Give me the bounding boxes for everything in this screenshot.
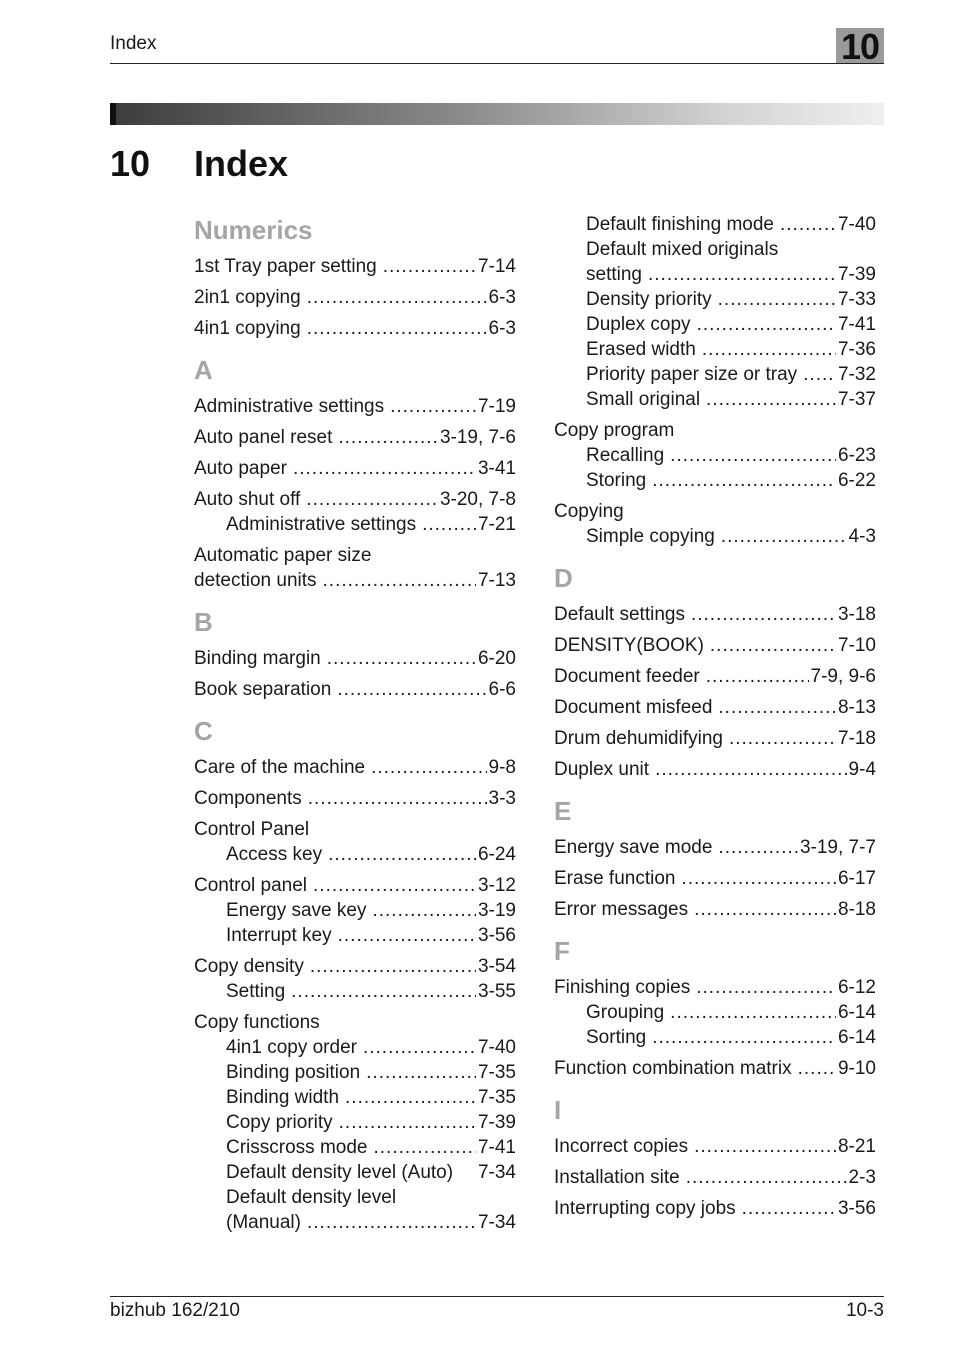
index-entry-leader-dots <box>373 1135 475 1160</box>
index-entry-term: Copy priority <box>226 1112 333 1133</box>
index-subentry <box>194 979 516 1004</box>
index-entry-leader-dots <box>630 499 874 524</box>
index-entry-leader-dots <box>323 568 476 593</box>
index-entry-term: Book separation <box>194 679 332 700</box>
index-entry-page-ref: 8-18 <box>837 899 876 920</box>
index-entry-page-ref: 3-20, 7-8 <box>439 489 516 510</box>
index-subentry <box>194 512 516 537</box>
index-entry-leader-dots <box>345 1085 476 1110</box>
index-entry-term: Binding width <box>226 1087 340 1108</box>
index-section-heading: Numerics <box>194 215 313 245</box>
index-entry-page-ref: 2-3 <box>848 1167 876 1188</box>
index-entry-leader-dots <box>293 456 476 481</box>
index-entry-page-ref: 7-41 <box>477 1137 516 1158</box>
index-entry-term: Recalling <box>586 445 665 466</box>
index-entry-term: DENSITY(BOOK) <box>554 635 704 656</box>
index-entry-page-ref <box>874 499 876 524</box>
index-entry <box>554 757 876 782</box>
index-entry-term: Copy density <box>194 956 304 977</box>
index-entry-page-ref: 7-32 <box>837 364 876 385</box>
index-entry <box>194 755 516 780</box>
index-entry-term: (Manual) <box>226 1212 301 1233</box>
index-entry-leader-dots <box>371 755 486 780</box>
chapter-title-band-mark <box>110 103 116 125</box>
index-entry-term: Binding margin <box>194 648 321 669</box>
index-subentry <box>554 312 876 337</box>
index-entry-page-ref: 7-40 <box>837 214 876 235</box>
index-entry-leader-dots <box>363 1035 476 1060</box>
index-entry-term: Default finishing mode <box>586 214 774 235</box>
index-entry-leader-dots <box>697 312 836 337</box>
index-entry-page-ref: 6-3 <box>488 287 516 308</box>
index-entry-page-ref: 6-23 <box>837 445 876 466</box>
index-entry-leader-dots <box>310 954 476 979</box>
index-section-heading: D <box>554 563 573 593</box>
index-entry-leader-dots <box>784 237 874 262</box>
index-subentry <box>194 1085 516 1110</box>
index-subentry <box>554 337 876 362</box>
index-entry-leader-dots <box>706 387 836 412</box>
footer-rule <box>110 1296 884 1297</box>
index-entry-page-ref: 7-35 <box>477 1062 516 1083</box>
index-entry-leader-dots <box>710 633 836 658</box>
index-entry-term: Small original <box>586 389 701 410</box>
index-entry-leader-dots <box>308 786 487 811</box>
index-entry <box>554 1134 876 1159</box>
index-subentry <box>194 1160 516 1185</box>
index-subentry <box>194 1185 516 1210</box>
index-entry-page-ref <box>514 543 516 568</box>
index-entry-leader-dots <box>780 212 836 237</box>
index-entry-term: 1st Tray paper setting <box>194 256 377 277</box>
index-section-heading: B <box>194 607 213 637</box>
index-entry-leader-dots <box>307 316 487 341</box>
chapter-number-tab: 10 <box>836 28 884 64</box>
index-entry-page-ref: 3-56 <box>837 1198 876 1219</box>
index-entry-leader-dots <box>307 285 487 310</box>
index-entry-page-ref: 6-20 <box>477 648 516 669</box>
index-entry-page-ref: 7-19 <box>477 396 516 417</box>
index-entry-page-ref: 3-18 <box>837 604 876 625</box>
index-entry-term: Density priority <box>586 289 712 310</box>
index-entry-term: 4in1 copying <box>194 318 301 339</box>
index-entry-page-ref: 6-12 <box>837 977 876 998</box>
index-entry-term: Incorrect copies <box>554 1136 689 1157</box>
index-column-right <box>554 212 876 1221</box>
index-entry-page-ref: 3-55 <box>477 981 516 1002</box>
index-subentry <box>554 443 876 468</box>
index-entry-leader-dots <box>307 1210 476 1235</box>
index-entry-term: Grouping <box>586 1002 665 1023</box>
index-entry <box>194 786 516 811</box>
index-entry <box>194 316 516 341</box>
index-entry <box>554 835 876 860</box>
index-subentry <box>554 287 876 312</box>
index-subentry <box>194 898 516 923</box>
index-entry <box>194 1010 516 1035</box>
index-entry-page-ref: 6-24 <box>477 844 516 865</box>
index-entry <box>194 425 516 450</box>
index-entry-page-ref: 7-14 <box>477 256 516 277</box>
index-entry-leader-dots <box>721 524 847 549</box>
index-entry-term: Copy program <box>554 420 675 441</box>
index-entry-term: Default density level (Auto) <box>226 1162 454 1183</box>
index-entry-leader-dots <box>691 602 836 627</box>
index-entry-page-ref: 9-8 <box>488 757 516 778</box>
index-entry-term: Control panel <box>194 875 308 896</box>
chapter-heading-title: Index <box>194 143 289 184</box>
index-entry <box>194 873 516 898</box>
index-entry-page-ref <box>514 1010 516 1035</box>
index-entry-leader-dots <box>339 1110 476 1135</box>
index-subentry <box>194 1135 516 1160</box>
index-entry-page-ref: 6-14 <box>837 1027 876 1048</box>
index-entry-term: Finishing copies <box>554 977 691 998</box>
index-entry-page-ref: 3-19 <box>477 900 516 921</box>
index-entry <box>194 285 516 310</box>
index-section-heading: A <box>194 355 213 385</box>
index-entry-term: Copy functions <box>194 1012 320 1033</box>
index-entry-term: Default settings <box>554 604 685 625</box>
index-entry-leader-dots <box>702 337 836 362</box>
index-section-heading: I <box>554 1095 562 1125</box>
index-entry-leader-dots <box>706 664 809 689</box>
index-subentry <box>194 1035 516 1060</box>
index-entry-page-ref: 3-56 <box>477 925 516 946</box>
index-subentry <box>194 923 516 948</box>
index-entry-leader-dots <box>327 646 476 671</box>
index-entry-leader-dots <box>652 1025 836 1050</box>
index-entry-term: Control Panel <box>194 819 310 840</box>
index-subentry <box>554 524 876 549</box>
index-column-left <box>194 212 516 1235</box>
index-entry <box>554 1196 876 1221</box>
index-entry <box>554 897 876 922</box>
index-entry-term: Administrative settings <box>194 396 385 417</box>
index-entry-leader-dots <box>718 287 836 312</box>
chapter-heading <box>110 143 288 185</box>
index-subentry <box>554 468 876 493</box>
index-entry <box>554 866 876 891</box>
index-entry-term: detection units <box>194 570 317 591</box>
index-entry-leader-dots <box>422 512 476 537</box>
index-entry-leader-dots <box>655 757 846 782</box>
index-entry-page-ref: 7-37 <box>837 389 876 410</box>
index-entry <box>194 817 516 842</box>
index-entry-page-ref: 7-18 <box>837 728 876 749</box>
index-entry-leader-dots <box>652 468 836 493</box>
index-entry-term: Default density level <box>226 1187 397 1208</box>
index-entry <box>554 602 876 627</box>
index-entry-term: Function combination matrix <box>554 1058 792 1079</box>
index-subentry <box>554 387 876 412</box>
index-entry-term: Auto paper <box>194 458 287 479</box>
index-entry-term: 4in1 copy order <box>226 1037 357 1058</box>
index-entry-term: 2in1 copying <box>194 287 301 308</box>
index-entry <box>554 975 876 1000</box>
index-entry-term: Care of the machine <box>194 757 366 778</box>
index-entry-page-ref <box>514 817 516 842</box>
index-entry-term: Auto shut off <box>194 489 301 510</box>
index-entry-term: Duplex unit <box>554 759 650 780</box>
index-entry-term: Setting <box>226 981 286 1002</box>
index-section-heading: C <box>194 716 213 746</box>
index-entry <box>194 543 516 568</box>
index-entry-term: Document feeder <box>554 666 700 687</box>
index-entry-term: Energy save mode <box>554 837 713 858</box>
index-entry-page-ref: 7-13 <box>477 570 516 591</box>
index-entry <box>194 677 516 702</box>
index-entry-leader-dots <box>315 817 514 842</box>
index-subentry <box>194 842 516 867</box>
index-entry-term: Copying <box>554 501 624 522</box>
index-subentry <box>194 1210 516 1235</box>
index-entry-page-ref: 8-13 <box>837 697 876 718</box>
index-section-heading: E <box>554 796 572 826</box>
index-entry-leader-dots <box>803 362 836 387</box>
index-entry <box>194 487 516 512</box>
index-entry-leader-dots <box>729 726 836 751</box>
index-entry-page-ref: 7-10 <box>837 635 876 656</box>
index-entry-term: Document misfeed <box>554 697 713 718</box>
index-entry-term: setting <box>586 264 642 285</box>
index-subentry <box>554 262 876 287</box>
index-entry-leader-dots <box>338 425 438 450</box>
index-subentry <box>554 362 876 387</box>
index-entry-page-ref <box>514 1185 516 1210</box>
index-entry-term: Erased width <box>586 339 696 360</box>
index-entry-leader-dots <box>390 394 476 419</box>
index-subentry <box>194 1110 516 1135</box>
index-entry-term: Drum dehumidifying <box>554 728 723 749</box>
index-entry-page-ref: 6-22 <box>837 470 876 491</box>
footer-page-number: 10-3 <box>845 1300 884 1321</box>
index-entry-leader-dots <box>366 1060 476 1085</box>
index-entry-leader-dots <box>718 835 798 860</box>
index-entry <box>554 1056 876 1081</box>
index-entry-term: Sorting <box>586 1027 647 1048</box>
index-entry-term: Default mixed originals <box>586 239 779 260</box>
index-entry <box>554 418 876 443</box>
index-entry <box>554 726 876 751</box>
index-entry-page-ref: 3-19, 7-7 <box>799 837 876 858</box>
index-subentry <box>194 1060 516 1085</box>
header-rule <box>110 63 884 64</box>
index-entry <box>194 456 516 481</box>
index-entry-leader-dots <box>377 543 514 568</box>
index-entry-page-ref: 7-34 <box>477 1212 516 1233</box>
index-entry-page-ref: 3-41 <box>477 458 516 479</box>
index-entry-leader-dots <box>306 487 438 512</box>
index-entry-term: Erase function <box>554 868 676 889</box>
index-entry-leader-dots <box>694 1134 836 1159</box>
index-entry-page-ref: 3-54 <box>477 956 516 977</box>
index-entry-page-ref <box>874 418 876 443</box>
index-entry-term: Crisscross mode <box>226 1137 368 1158</box>
index-entry-page-ref: 9-4 <box>848 759 876 780</box>
index-entry-term: Installation site <box>554 1167 680 1188</box>
index-subentry <box>554 1000 876 1025</box>
index-entry <box>554 695 876 720</box>
index-entry-term: Binding position <box>226 1062 361 1083</box>
index-entry <box>194 954 516 979</box>
index-entry-page-ref: 6-6 <box>488 679 516 700</box>
index-entry-page-ref: 7-21 <box>477 514 516 535</box>
index-entry-term: Interrupt key <box>226 925 332 946</box>
index-entry-page-ref: 3-12 <box>477 875 516 896</box>
index-entry-leader-dots <box>459 1160 476 1185</box>
index-entry-term: Error messages <box>554 899 689 920</box>
index-entry <box>194 394 516 419</box>
index-entry-leader-dots <box>313 873 476 898</box>
index-entry-term: Interrupting copy jobs <box>554 1198 736 1219</box>
index-entry-term: Priority paper size or tray <box>586 364 798 385</box>
index-entry-page-ref: 9-10 <box>837 1058 876 1079</box>
index-entry-leader-dots <box>648 262 836 287</box>
index-entry-term: Automatic paper size <box>194 545 372 566</box>
index-entry-leader-dots <box>372 898 476 923</box>
index-entry-page-ref: 7-33 <box>837 289 876 310</box>
index-entry-leader-dots <box>326 1010 514 1035</box>
index-entry-term: Access key <box>226 844 323 865</box>
index-entry-term: Components <box>194 788 302 809</box>
index-entry-leader-dots <box>337 677 486 702</box>
index-entry-leader-dots <box>670 443 836 468</box>
index-entry-term: Simple copying <box>586 526 715 547</box>
index-entry-page-ref: 8-21 <box>837 1136 876 1157</box>
index-entry-term: Energy save key <box>226 900 367 921</box>
index-entry-page-ref: 7-40 <box>477 1037 516 1058</box>
index-entry-page-ref: 6-17 <box>837 868 876 889</box>
index-subentry <box>554 212 876 237</box>
index-entry-term: Storing <box>586 470 647 491</box>
index-entry-leader-dots <box>718 695 836 720</box>
index-entry <box>194 646 516 671</box>
index-entry-leader-dots <box>291 979 476 1004</box>
index-entry-page-ref: 7-39 <box>477 1112 516 1133</box>
index-subentry <box>554 1025 876 1050</box>
index-entry-leader-dots <box>402 1185 514 1210</box>
index-entry-leader-dots <box>696 975 836 1000</box>
index-entry-page-ref: 7-39 <box>837 264 876 285</box>
index-entry <box>554 664 876 689</box>
index-entry-leader-dots <box>742 1196 836 1221</box>
index-entry-leader-dots <box>681 866 836 891</box>
index-subentry <box>554 237 876 262</box>
index-entry-term: Auto panel reset <box>194 427 333 448</box>
index-entry-page-ref: 3-3 <box>488 788 516 809</box>
index-entry-leader-dots <box>383 254 476 279</box>
running-header-title: Index <box>110 33 157 54</box>
index-entry-page-ref: 7-41 <box>837 314 876 335</box>
index-entry-page-ref: 3-19, 7-6 <box>439 427 516 448</box>
index-entry-leader-dots <box>670 1000 836 1025</box>
index-entry-leader-dots <box>680 418 874 443</box>
index-entry-page-ref <box>874 237 876 262</box>
index-entry-term: Duplex copy <box>586 314 691 335</box>
index-entry-page-ref: 7-9, 9-6 <box>810 666 876 687</box>
index-entry-leader-dots <box>694 897 836 922</box>
index-entry-leader-dots <box>338 923 476 948</box>
chapter-title-band <box>110 103 884 125</box>
index-entry-page-ref: 7-34 <box>477 1162 516 1183</box>
index-entry-page-ref: 4-3 <box>848 526 876 547</box>
index-entry <box>554 633 876 658</box>
index-entry <box>554 499 876 524</box>
index-entry-leader-dots <box>328 842 476 867</box>
index-entry-page-ref: 6-3 <box>488 318 516 339</box>
index-entry <box>194 568 516 593</box>
index-entry-leader-dots <box>686 1165 847 1190</box>
index-entry-page-ref: 6-14 <box>837 1002 876 1023</box>
index-entry-term: Administrative settings <box>226 514 417 535</box>
index-section-heading: F <box>554 936 570 966</box>
footer-model: bizhub 162/210 <box>110 1300 240 1321</box>
chapter-heading-number: 10 <box>110 143 151 184</box>
index-entry-page-ref: 7-35 <box>477 1087 516 1108</box>
index-entry-page-ref: 7-36 <box>837 339 876 360</box>
index-entry <box>554 1165 876 1190</box>
index-entry <box>194 254 516 279</box>
index-entry-leader-dots <box>798 1056 836 1081</box>
